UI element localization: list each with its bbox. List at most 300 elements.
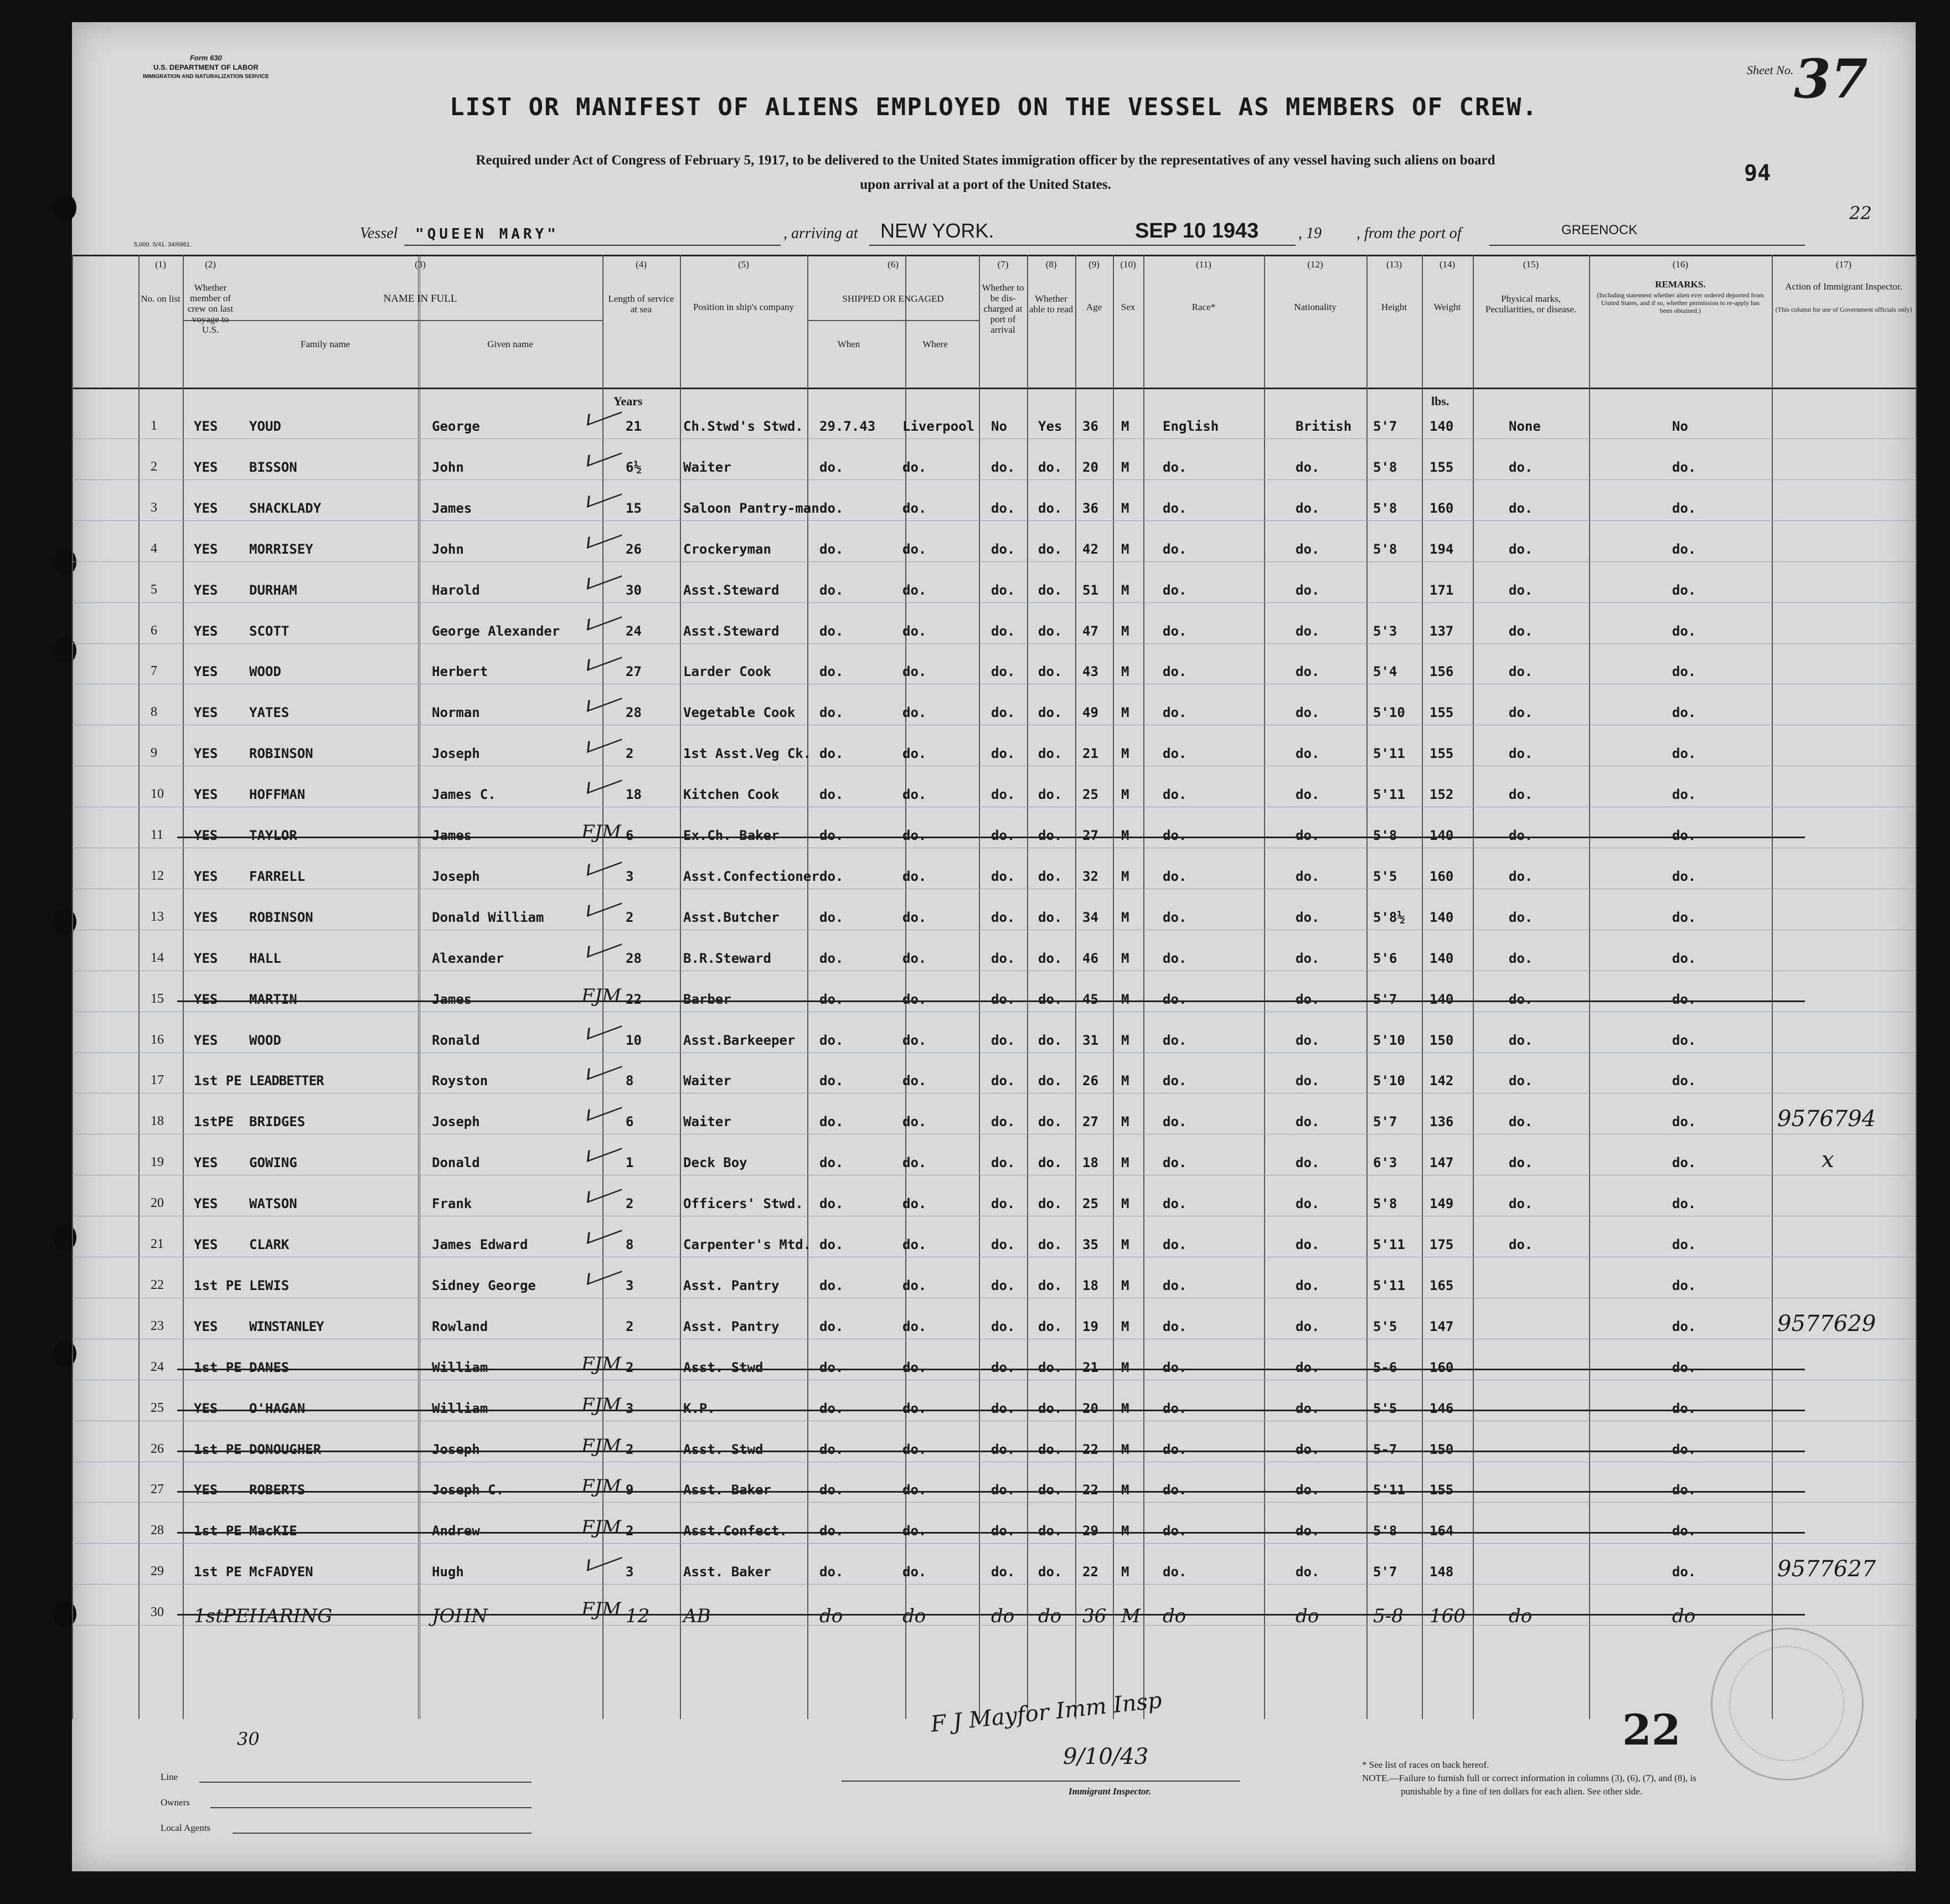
official-seal — [1711, 1628, 1864, 1781]
cell-able-to-read: do. — [1038, 909, 1062, 925]
checkmark-icon — [587, 852, 623, 876]
cell-physical-marks: do. — [1509, 950, 1533, 966]
cell-last-voyage: YES — [194, 950, 218, 966]
cell-last-voyage: YES — [194, 705, 218, 721]
cell-given-name: Norman — [432, 705, 480, 721]
cell-inspector-action: x — [1822, 1147, 1834, 1173]
cell-when: do. — [819, 1482, 844, 1498]
cell-race: do. — [1163, 541, 1187, 557]
cell-when: do. — [819, 500, 844, 516]
page-title: LIST OR MANIFEST OF ALIENS EMPLOYED ON THE VESSEL AS MEMBERS OF CREW. — [450, 93, 1538, 121]
cell-race: do. — [1163, 828, 1187, 843]
cell-age: 36 — [1082, 1605, 1107, 1628]
cell-last-voyage: YES — [194, 868, 218, 884]
form-number: Form 630 — [189, 54, 222, 62]
cell-when: do. — [819, 623, 844, 639]
cell-when: do. — [819, 1359, 844, 1375]
cell-given-name: Alexander — [432, 950, 504, 966]
cell-row-number: 6 — [151, 623, 157, 638]
cell-weight: 140 — [1430, 950, 1454, 966]
cell-height: 5-7 — [1373, 1441, 1397, 1457]
cell-race: do. — [1163, 1237, 1187, 1252]
header-position: Position in ship's company — [693, 302, 795, 312]
cell-position: Asst. Baker — [683, 1482, 771, 1498]
inspector-initials: FJM — [581, 1435, 622, 1457]
header-where: Where — [922, 339, 948, 349]
cell-able-to-read: do. — [1038, 1196, 1062, 1212]
cell-weight: 147 — [1430, 1318, 1454, 1334]
header-when: When — [837, 339, 860, 349]
cell-position: Waiter — [683, 1114, 731, 1130]
cell-discharged: do. — [991, 991, 1015, 1007]
cell-race: do. — [1163, 868, 1187, 884]
header-family-name: Family name — [300, 339, 350, 349]
cell-sex: M — [1121, 991, 1129, 1007]
cell-where: do. — [902, 459, 927, 475]
cell-discharged: do. — [991, 1155, 1015, 1171]
cell-row-number: 30 — [151, 1605, 164, 1620]
cell-nationality: do. — [1296, 909, 1320, 925]
cell-row-number: 24 — [151, 1359, 164, 1374]
row-rule — [72, 479, 1916, 480]
header-last-voyage: Whether member of crew on last voyage to U.S. — [187, 282, 234, 335]
cell-able-to-read: do. — [1038, 746, 1062, 762]
cell-age: 27 — [1082, 828, 1098, 843]
col-num: (10) — [1120, 259, 1136, 270]
cell-height: 5'7 — [1373, 1114, 1397, 1130]
cell-age: 27 — [1082, 1114, 1098, 1130]
sheet-number: 37 — [1794, 48, 1868, 110]
cell-family-name: BRIDGES — [249, 1114, 306, 1130]
cell-length-of-service: 18 — [626, 787, 642, 803]
cell-age: 26 — [1082, 1073, 1098, 1089]
cell-age: 29 — [1082, 1523, 1098, 1539]
cell-weight: 160 — [1430, 500, 1454, 516]
cell-physical-marks: do. — [1509, 664, 1533, 680]
cell-able-to-read: do — [1038, 1605, 1062, 1628]
cell-nationality: do. — [1296, 500, 1320, 516]
cell-last-voyage: YES — [194, 909, 218, 925]
cell-race: do. — [1163, 1155, 1187, 1171]
year-label: , 19 — [1298, 225, 1322, 242]
cell-length-of-service: 2 — [626, 1441, 634, 1457]
cell-physical-marks: do. — [1509, 991, 1533, 1007]
cell-row-number: 9 — [151, 746, 157, 761]
cell-where: do. — [902, 1523, 927, 1539]
cell-position: Kitchen Cook — [683, 787, 780, 803]
cell-given-name: Frank — [432, 1196, 472, 1212]
cell-weight: 140 — [1430, 909, 1454, 925]
cell-age: 45 — [1082, 991, 1098, 1007]
cell-able-to-read: do. — [1038, 623, 1062, 639]
cell-sex: M — [1121, 1237, 1129, 1252]
cell-length-of-service: 2 — [626, 909, 634, 925]
cell-row-number: 22 — [151, 1277, 164, 1292]
inspector-initials: FJM — [581, 1598, 622, 1621]
cell-race: English — [1163, 419, 1219, 434]
cell-physical-marks: do. — [1509, 459, 1533, 475]
cell-family-name: WATSON — [249, 1196, 297, 1212]
cell-sex: M — [1121, 623, 1129, 639]
cell-discharged: do. — [991, 541, 1015, 557]
cell-remarks: do. — [1672, 1032, 1696, 1048]
strike-through-line — [177, 1369, 1805, 1370]
cell-family-name: LEWIS — [249, 1277, 290, 1293]
cell-discharged: No — [991, 419, 1007, 434]
cell-given-name: Royston — [432, 1073, 488, 1089]
cell-last-voyage: YES — [194, 746, 218, 762]
cell-position: Asst.Steward — [683, 623, 780, 639]
col-num: (16) — [1672, 259, 1689, 270]
cell-when: do. — [819, 950, 844, 966]
cell-where: do. — [902, 828, 927, 843]
penalty-note-2: punishable by a fine of ten dollars for each alien. See other side. — [1401, 1786, 1643, 1797]
cell-length-of-service: 30 — [626, 582, 642, 598]
vessel-name: "QUEEN MARY" — [415, 226, 559, 242]
cell-length-of-service: 22 — [626, 991, 642, 1007]
cell-able-to-read: do. — [1038, 1114, 1062, 1130]
cell-where: do. — [902, 582, 927, 598]
cell-length-of-service: 15 — [626, 500, 642, 516]
cell-remarks: do. — [1672, 1318, 1696, 1334]
cell-discharged: do. — [991, 787, 1015, 803]
cell-when: do. — [819, 909, 844, 925]
cell-able-to-read: do. — [1038, 1032, 1062, 1048]
cell-last-voyage: 1st PE — [194, 1277, 242, 1293]
cell-able-to-read: do. — [1038, 1359, 1062, 1375]
cell-physical-marks: do. — [1509, 1196, 1533, 1212]
col-num: (15) — [1523, 259, 1539, 270]
cell-discharged: do. — [991, 1564, 1015, 1580]
cell-position: Saloon Pantry-man — [683, 500, 819, 516]
cell-height: 5'8 — [1373, 500, 1397, 516]
cell-last-voyage: YES — [194, 828, 218, 843]
cell-weight: 155 — [1430, 705, 1454, 721]
cell-age: 22 — [1082, 1482, 1098, 1498]
cell-row-number: 1 — [151, 419, 157, 433]
cell-last-voyage: YES — [194, 541, 218, 557]
strike-through-line — [177, 1532, 1805, 1534]
cell-discharged: do. — [991, 868, 1015, 884]
cell-height: 5'7 — [1373, 991, 1397, 1007]
cell-weight: 164 — [1430, 1523, 1454, 1539]
cell-length-of-service: 9 — [626, 1482, 634, 1498]
cell-discharged: do. — [991, 1196, 1015, 1212]
row-rule — [72, 1502, 1916, 1503]
cell-discharged: do. — [991, 1359, 1015, 1375]
cell-sex: M — [1121, 787, 1129, 803]
cell-row-number: 20 — [151, 1196, 164, 1211]
cell-row-number: 16 — [151, 1032, 164, 1047]
cell-given-name: Harold — [432, 582, 480, 598]
cell-discharged: do. — [991, 1073, 1015, 1089]
col-num: (7) — [997, 259, 1009, 270]
cell-position: Barber — [683, 991, 731, 1007]
cell-nationality: do. — [1296, 664, 1320, 680]
cell-row-number: 27 — [151, 1482, 164, 1497]
manifest-sheet — [72, 22, 1916, 1871]
cell-family-name: MARTIN — [249, 991, 297, 1007]
cell-weight: 175 — [1430, 1237, 1454, 1252]
cell-height: 5'11 — [1373, 787, 1405, 803]
cell-family-name: MORRISEY — [249, 541, 313, 557]
checkmark-icon — [587, 401, 623, 426]
cell-able-to-read: Yes — [1038, 419, 1062, 434]
cell-race: do. — [1163, 1523, 1187, 1539]
cell-age: 42 — [1082, 541, 1098, 557]
cell-remarks: do. — [1672, 909, 1696, 925]
cell-given-name: Rowland — [432, 1318, 488, 1334]
cell-family-name: DANES — [249, 1359, 290, 1375]
col-num: (5) — [738, 259, 749, 270]
cell-height: 5'4 — [1373, 664, 1397, 680]
cell-family-name: CLARK — [249, 1237, 290, 1252]
cell-nationality: do. — [1296, 868, 1320, 884]
cell-length-of-service: 1 — [626, 1155, 634, 1171]
cell-family-name: DURHAM — [249, 582, 297, 598]
cell-length-of-service: 8 — [626, 1237, 634, 1252]
cell-row-number: 8 — [151, 705, 157, 720]
cell-given-name: Andrew — [432, 1523, 480, 1539]
cell-sex: M — [1121, 868, 1129, 884]
cell-discharged: do. — [991, 1400, 1015, 1416]
cell-where: do — [902, 1605, 926, 1628]
cell-weight: 160 — [1430, 1359, 1454, 1375]
cell-weight: 155 — [1430, 459, 1454, 475]
cell-row-number: 4 — [151, 541, 157, 556]
cell-height: 5'11 — [1373, 1237, 1405, 1252]
header-given-name: Given name — [487, 339, 533, 349]
cell-length-of-service: 2 — [626, 1318, 634, 1334]
cell-remarks: do. — [1672, 623, 1696, 639]
cell-height: 5'8 — [1373, 828, 1397, 843]
cell-age: 25 — [1082, 1196, 1098, 1212]
service-name: IMMIGRATION AND NATURALIZATION SERVICE — [143, 74, 269, 80]
cell-nationality: do. — [1296, 746, 1320, 762]
cell-nationality: do. — [1296, 623, 1320, 639]
cell-where: do. — [902, 623, 927, 639]
cell-able-to-read: do. — [1038, 868, 1062, 884]
header-no-on-list: No. on list — [141, 293, 180, 304]
cell-height: 5-6 — [1373, 1359, 1397, 1375]
footer-agents-label: Local Agents — [161, 1823, 211, 1833]
cell-remarks: do. — [1672, 1400, 1696, 1416]
cell-row-number: 10 — [151, 787, 164, 802]
cell-where: do. — [902, 1359, 927, 1375]
cell-length-of-service: 27 — [626, 664, 642, 680]
header-inspector-note: (This column for use of Government officials only) — [1775, 306, 1912, 313]
cell-physical-marks: do. — [1509, 1073, 1533, 1089]
cell-length-of-service: 21 — [626, 419, 642, 434]
cell-position: Asst. Pantry — [683, 1318, 780, 1334]
strike-through-line — [177, 1410, 1805, 1411]
col-num: (3) — [415, 259, 426, 270]
subtitle-line-2: upon arrival at a port of the United States. — [860, 177, 1111, 192]
cell-position: Carpenter's Mtd. — [683, 1237, 812, 1252]
cell-nationality: do. — [1296, 1277, 1320, 1293]
cell-age: 46 — [1082, 950, 1098, 966]
cell-sex: M — [1121, 909, 1129, 925]
cell-remarks: do. — [1672, 1359, 1696, 1375]
cell-height: 5'10 — [1373, 1032, 1405, 1048]
checkmark-icon — [587, 688, 623, 712]
cell-position: K.P. — [683, 1400, 715, 1416]
cell-where: do. — [902, 1482, 927, 1498]
cell-sex: M — [1121, 1032, 1129, 1048]
cell-sex: M — [1121, 1359, 1129, 1375]
cell-given-name: John — [432, 541, 464, 557]
cell-weight: 148 — [1430, 1564, 1454, 1580]
cell-weight: 140 — [1430, 991, 1454, 1007]
cell-last-voyage: 1stPE — [194, 1605, 250, 1628]
cell-where: do. — [902, 705, 927, 721]
cell-position: B.R.Steward — [683, 950, 771, 966]
cell-last-voyage: YES — [194, 1237, 218, 1252]
checkmark-icon — [587, 1547, 623, 1571]
cell-position: Waiter — [683, 1073, 731, 1089]
cell-family-name: WOOD — [249, 664, 281, 680]
cell-weight: 140 — [1430, 419, 1454, 434]
checkmark-icon — [587, 1056, 623, 1080]
cell-given-name: Joseph — [432, 868, 480, 884]
cell-where: do. — [902, 950, 927, 966]
cell-able-to-read: do. — [1038, 787, 1062, 803]
col-num: (9) — [1089, 259, 1100, 270]
arrival-port: NEW YORK. — [880, 219, 994, 242]
cell-where: do. — [902, 1564, 927, 1580]
cell-last-voyage: YES — [194, 991, 218, 1007]
cell-physical-marks: do. — [1509, 1237, 1533, 1252]
cell-discharged: do. — [991, 746, 1015, 762]
cell-discharged: do. — [991, 950, 1015, 966]
cell-last-voyage: YES — [194, 787, 218, 803]
header-length-of-service: Length of service at sea — [608, 293, 674, 314]
cell-nationality: do. — [1296, 1155, 1320, 1171]
cell-length-of-service: 2 — [626, 1359, 634, 1375]
cell-row-number: 18 — [151, 1114, 164, 1129]
cell-row-number: 5 — [151, 582, 157, 597]
cell-age: 51 — [1082, 582, 1098, 598]
cell-length-of-service: 6½ — [626, 459, 642, 475]
cell-position: Ch.Stwd's Stwd. — [683, 419, 803, 434]
cell-nationality: do. — [1296, 950, 1320, 966]
vessel-label: Vessel — [360, 225, 398, 242]
cell-age: 21 — [1082, 746, 1098, 762]
cell-nationality: do. — [1296, 1564, 1320, 1580]
cell-race: do. — [1163, 1073, 1187, 1089]
row-rule — [72, 438, 1916, 439]
cell-where: do. — [902, 909, 927, 925]
cell-age: 35 — [1082, 1237, 1098, 1252]
cell-nationality: do. — [1296, 1318, 1320, 1334]
row-rule — [72, 1543, 1916, 1544]
cell-discharged: do. — [991, 623, 1015, 639]
cell-able-to-read: do. — [1038, 1155, 1062, 1171]
cell-able-to-read: do. — [1038, 459, 1062, 475]
header-remarks-note: (Including statement whether alien ever ordered deported from United States, and if so, whether permission to re-apply has been obtained.) — [1597, 291, 1764, 314]
cell-family-name: HOFFMAN — [249, 787, 306, 803]
cell-given-name: Donald — [432, 1155, 480, 1171]
inspector-initials: FJM — [581, 1475, 622, 1498]
cell-nationality: do — [1296, 1605, 1319, 1628]
cell-race: do — [1163, 1605, 1186, 1628]
col-num: (14) — [1439, 259, 1456, 270]
header-nationality: Nationality — [1294, 302, 1337, 312]
cell-height: 5'5 — [1373, 1400, 1397, 1416]
cell-height: 5'8 — [1373, 541, 1397, 557]
cell-length-of-service: 28 — [626, 705, 642, 721]
cell-weight: 146 — [1430, 1400, 1454, 1416]
cell-sex: M — [1121, 1155, 1129, 1171]
cell-remarks: do. — [1672, 991, 1696, 1007]
cell-inspector-action: 9577627 — [1777, 1556, 1876, 1582]
cell-race: do. — [1163, 1318, 1187, 1334]
checkmark-icon — [587, 1015, 623, 1039]
cell-race: do. — [1163, 1277, 1187, 1293]
cell-when: do. — [819, 746, 844, 762]
cell-family-name: O'HAGAN — [249, 1400, 306, 1416]
cell-able-to-read: do. — [1038, 1400, 1062, 1416]
cell-remarks: do. — [1672, 1237, 1696, 1252]
cell-physical-marks: do. — [1509, 623, 1533, 639]
cell-able-to-read: do. — [1038, 541, 1062, 557]
cell-length-of-service: 26 — [626, 541, 642, 557]
cell-age: 32 — [1082, 868, 1098, 884]
cell-height: 5'10 — [1373, 705, 1405, 721]
cell-nationality: do. — [1296, 1073, 1320, 1089]
cell-discharged: do. — [991, 1441, 1015, 1457]
inspector-initials: FJM — [581, 1353, 622, 1375]
cell-height: 5'8½ — [1373, 909, 1405, 925]
inspector-initials: FJM — [581, 1516, 622, 1539]
cell-sex: M — [1121, 1605, 1141, 1628]
cell-sex: M — [1121, 950, 1129, 966]
cell-when: do. — [819, 1032, 844, 1048]
cell-last-voyage: 1st PE — [194, 1564, 242, 1580]
cell-height: 5'7 — [1373, 1564, 1397, 1580]
cell-remarks: do. — [1672, 1155, 1696, 1171]
cell-discharged: do. — [991, 1277, 1015, 1293]
checkmark-icon — [587, 770, 623, 794]
cell-weight: 156 — [1430, 664, 1454, 680]
cell-weight: 150 — [1430, 1441, 1454, 1457]
cell-nationality: do. — [1296, 705, 1320, 721]
cell-length-of-service: 6 — [626, 1114, 634, 1130]
cell-weight: 152 — [1430, 787, 1454, 803]
cell-given-name: George Alexander — [432, 623, 560, 639]
punch-hole — [53, 194, 76, 221]
cell-race: do. — [1163, 1564, 1187, 1580]
cell-family-name: LEADBETTER — [249, 1073, 324, 1089]
cell-age: 19 — [1082, 1318, 1098, 1334]
cell-sex: M — [1121, 664, 1129, 680]
cell-remarks: do. — [1672, 787, 1696, 803]
cell-position: Asst. Pantry — [683, 1277, 780, 1293]
cell-physical-marks: do. — [1509, 582, 1533, 598]
cell-remarks: do. — [1672, 1441, 1696, 1457]
cell-remarks: do. — [1672, 868, 1696, 884]
cell-length-of-service: 3 — [626, 868, 634, 884]
cell-remarks: do. — [1672, 1196, 1696, 1212]
cell-position: Asst.Barkeeper — [683, 1032, 796, 1048]
cell-height: 5'8 — [1373, 459, 1397, 475]
cell-position: Asst. Baker — [683, 1564, 771, 1580]
cell-sex: M — [1121, 828, 1129, 843]
cell-race: do. — [1163, 1441, 1187, 1457]
cell-physical-marks: do. — [1509, 1114, 1533, 1130]
cell-sex: M — [1121, 1523, 1129, 1539]
checkmark-icon — [587, 606, 623, 630]
